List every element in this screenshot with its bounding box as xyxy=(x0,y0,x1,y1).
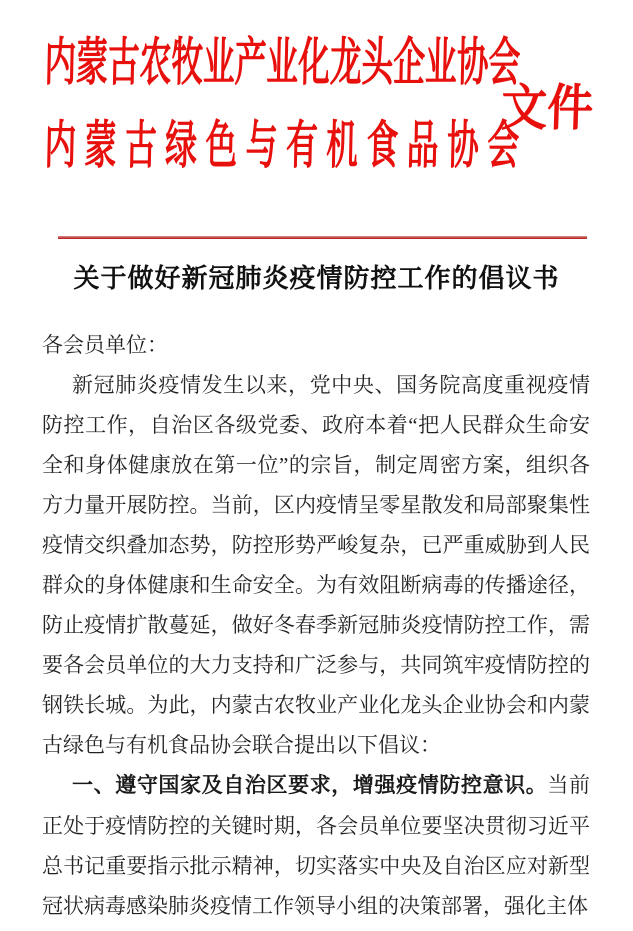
letterhead xyxy=(0,0,633,237)
paragraph-item-1 xyxy=(42,765,590,926)
paragraph-item-1-text: 当前正处于疫情防控的关键时期，各会员单位要坚决贯彻习近平总书记重要指示批示精神，切实落实中央及自治区应对新型冠状病毒感染肺炎疫情工作领导小组的决策部署，强化主体 xyxy=(42,773,590,918)
org-name-line-1: 内蒙古农牧业产业化龙头企业协会 xyxy=(43,35,521,92)
paragraph-item-1-heading: 一、遵守国家及自治区要求，增强疫情防控意识。 xyxy=(72,774,548,797)
paragraph-intro-text: 新冠肺炎疫情发生以来，党中央、国务院高度重视疫情防控工作，自治区各级党委、政府本着“把人民群众生命安全和身体健康放在第一位”的宗旨，制定周密方案，组织各方力量开展防控。当前，区内疫情呈零星散发和局部聚集性疫情交织叠加态势，防控形势严峻复杂，已严重威胁到人民群众的身体健康和生命安全。为有效阻断病毒的传播途径，防止疫情扩散蔓延，做好冬春季新冠肺炎疫情防控工作，需要各会员单位的大力支持和广泛参与，共同筑牢疫情防控的钢铁长城。为此，内蒙古农牧业产业化龙头企业协会和内蒙古绿色与有机食品协会联合提出以下倡议： xyxy=(42,373,590,757)
document-body xyxy=(42,325,590,926)
org-name-line-2: 内蒙古绿色与有机食品协会 xyxy=(43,118,529,175)
paragraph-intro xyxy=(42,365,590,765)
salutation: 各会员单位： xyxy=(42,333,168,357)
red-divider-line xyxy=(58,236,587,239)
doc-type-label: 文件 xyxy=(500,80,595,136)
document-title: 关于做好新冠肺炎疫情防控工作的倡议书 xyxy=(73,264,560,293)
